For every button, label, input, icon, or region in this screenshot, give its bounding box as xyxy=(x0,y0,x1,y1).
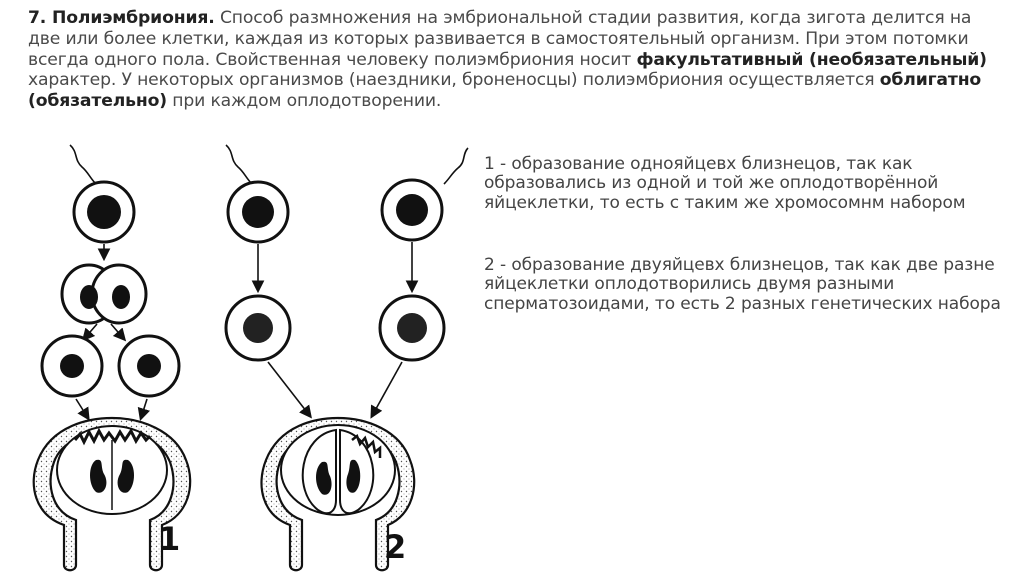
scheme-identical-twins xyxy=(34,145,190,570)
zygote-left xyxy=(228,182,288,242)
embryo-cell-right xyxy=(380,296,444,360)
polyembryony-diagram xyxy=(0,140,480,574)
legend-item-fraternal-twins: 2 - образование двуяйцевх близнецов, так как две разне яйцеклетки оплодотворились двумя разными сперматозоидами, то есть 2 разных генетических набора xyxy=(484,255,1001,314)
paragraph-text-3: при каждом оплодотворении. xyxy=(166,91,442,112)
embryo-cell-left xyxy=(226,296,290,360)
intro-paragraph xyxy=(28,8,1003,112)
section-heading: 7. Полиэмбриония. xyxy=(28,8,215,28)
zygote-right xyxy=(382,180,442,240)
bold-term-obligate: облигатно (обязательно) xyxy=(28,70,982,112)
two-cell-stage xyxy=(62,265,146,323)
figure-label-1: 1 xyxy=(158,520,181,558)
separated-cell-left xyxy=(42,336,102,396)
paragraph-text-2: характер. У некоторых организмов (наездники, броненосцы) полиэмбриония осуществляется xyxy=(28,70,880,91)
figure-label-2: 2 xyxy=(384,528,407,566)
scheme-fraternal-twins xyxy=(226,145,468,570)
paragraph-text-1: Способ размножения на эмбриональной стадии развития, когда зигота делится на две или более клетки, каждая из которых развивается в самостоятельный организм. При этом потомки всегда одного пола. Свойственная человеку полиэмбриония носит xyxy=(28,8,972,70)
bold-term-facultative: факультативный (необязательный) xyxy=(636,49,987,70)
zygote-cell xyxy=(74,182,134,242)
legend-item-identical-twins: 1 - образование однояйцевх близнецов, так как образовались из одной и той же оплодотворённой яйцеклетки, то есть с таким же хромосомнм набором xyxy=(484,154,966,213)
separated-cell-right xyxy=(119,336,179,396)
